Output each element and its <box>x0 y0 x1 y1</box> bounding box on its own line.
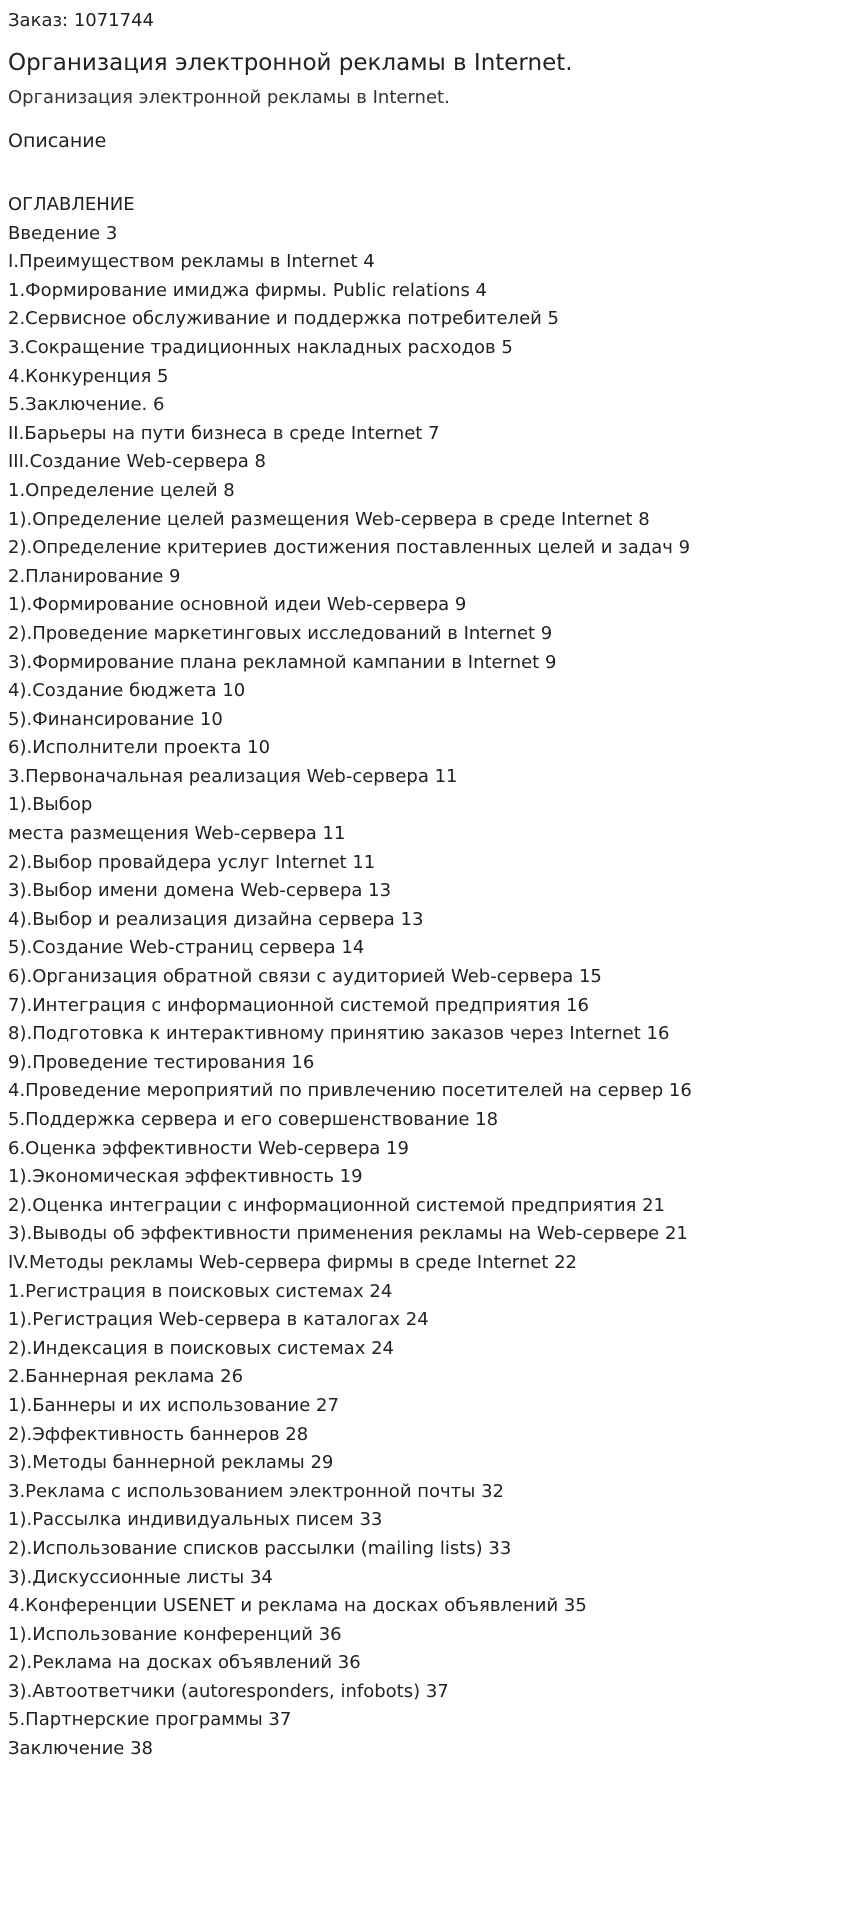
toc-entry: 4.Конкуренция 5 <box>8 365 169 387</box>
toc-entry: 4.Конференции USENET и реклама на досках объявлений 35 <box>8 1595 587 1617</box>
description-heading: Описание <box>8 130 107 152</box>
toc-entry: I.Преимуществом рекламы в Internet 4 <box>8 251 375 273</box>
toc-entry: 1).Формирование основной идеи Web-сервера 9 <box>8 594 467 616</box>
toc-entry: 1).Баннеры и их использование 27 <box>8 1394 339 1416</box>
toc-entry: 1.Определение целей 8 <box>8 479 235 501</box>
toc-entry: 6).Исполнители проекта 10 <box>8 737 271 759</box>
toc-entry: 1).Использование конференций 36 <box>8 1623 342 1645</box>
toc-entry: 4.Проведение мероприятий по привлечению посетителей на сервер 16 <box>8 1080 692 1102</box>
order-number: Заказ: 1071744 <box>8 10 154 31</box>
toc-entry: 1).Рассылка индивидуальных писем 33 <box>8 1509 383 1531</box>
toc-entry: 3).Автоответчики (autoresponders, infobots) 37 <box>8 1680 449 1702</box>
toc-entry: 5).Финансирование 10 <box>8 708 223 730</box>
toc-entry: 1.Формирование имиджа фирмы. Public relations 4 <box>8 279 487 301</box>
toc-entry: 1).Определение целей размещения Web-сервера в среде Internet 8 <box>8 508 650 530</box>
toc-entry: IV.Методы рекламы Web-сервера фирмы в среде Internet 22 <box>8 1251 578 1273</box>
document-page <box>8 0 838 1764</box>
toc-entry: 3).Выбор имени домена Web-сервера 13 <box>8 880 392 902</box>
toc-entry: 5).Создание Web-страниц сервера 14 <box>8 937 365 959</box>
toc-entry: 6.Оценка эффективности Web-сервера 19 <box>8 1137 409 1159</box>
toc-entry: Введение 3 <box>8 222 118 244</box>
toc-entry: 3).Формирование плана рекламной кампании в Internet 9 <box>8 651 557 673</box>
toc-entry: 7).Интеграция с информационной системой предприятия 16 <box>8 994 589 1016</box>
toc-entry: 3.Сокращение традиционных накладных расходов 5 <box>8 336 513 358</box>
toc-entry: 2).Выбор провайдера услуг Internet 11 <box>8 851 376 873</box>
page-title: Организация электронной рекламы в Internet. <box>8 50 573 76</box>
toc-entry: 6).Организация обратной связи с аудиторией Web-сервера 15 <box>8 966 602 988</box>
toc-entry: 9).Проведение тестирования 16 <box>8 1051 315 1073</box>
toc-entry: 3.Реклама с использованием электронной почты 32 <box>8 1480 504 1502</box>
toc-entry: 1).Выбор <box>8 794 93 816</box>
toc-entry: 3).Дискуссионные листы 34 <box>8 1566 273 1588</box>
toc-entry: 5.Заключение. 6 <box>8 394 165 416</box>
toc-entry: 3.Первоначальная реализация Web-сервера 11 <box>8 765 458 787</box>
toc-entry: 3).Методы баннерной рекламы 29 <box>8 1452 334 1474</box>
page-subtitle: Организация электронной рекламы в Internet. <box>8 87 450 108</box>
toc-entry: 2).Оценка интеграции с информационной системой предприятия 21 <box>8 1194 665 1216</box>
toc-entry: 2).Использование списков рассылки (mailing lists) 33 <box>8 1537 512 1559</box>
toc-entry: 2).Индексация в поисковых системах 24 <box>8 1337 394 1359</box>
table-of-contents <box>8 191 838 1764</box>
toc-entry: 2).Эффективность баннеров 28 <box>8 1423 309 1445</box>
toc-entry: 5.Партнерские программы 37 <box>8 1709 292 1731</box>
toc-entry: 2.Баннерная реклама 26 <box>8 1366 244 1388</box>
toc-entry: 4).Создание бюджета 10 <box>8 680 246 702</box>
toc-entry: 2).Реклама на досках объявлений 36 <box>8 1652 361 1674</box>
toc-entry: Заключение 38 <box>8 1738 153 1760</box>
toc-entry: 2).Определение критериев достижения поставленных целей и задач 9 <box>8 537 691 559</box>
toc-heading: ОГЛАВЛЕНИЕ <box>8 194 135 215</box>
toc-entry: 1.Регистрация в поисковых системах 24 <box>8 1280 393 1302</box>
toc-entry: 8).Подготовка к интерактивному принятию заказов через Internet 16 <box>8 1023 670 1045</box>
toc-entry: 3).Выводы об эффективности применения рекламы на Web-сервере 21 <box>8 1223 688 1245</box>
toc-entry: 5.Поддержка сервера и его совершенствование 18 <box>8 1109 499 1130</box>
toc-entry: 4).Выбор и реализация дизайна сервера 13 <box>8 908 424 930</box>
toc-entry: 2.Планирование 9 <box>8 565 181 587</box>
toc-entry: 2.Сервисное обслуживание и поддержка потребителей 5 <box>8 308 560 330</box>
toc-entry: 1).Регистрация Web-сервера в каталогах 24 <box>8 1309 429 1331</box>
toc-entry: III.Создание Web-сервера 8 <box>8 451 266 473</box>
toc-entry: места размещения Web-сервера 11 <box>8 823 346 845</box>
toc-entry: 2).Проведение маркетинговых исследований в Internet 9 <box>8 622 553 644</box>
toc-entry: II.Барьеры на пути бизнеса в среде Internet 7 <box>8 422 440 444</box>
toc-entry: 1).Экономическая эффективность 19 <box>8 1166 363 1188</box>
